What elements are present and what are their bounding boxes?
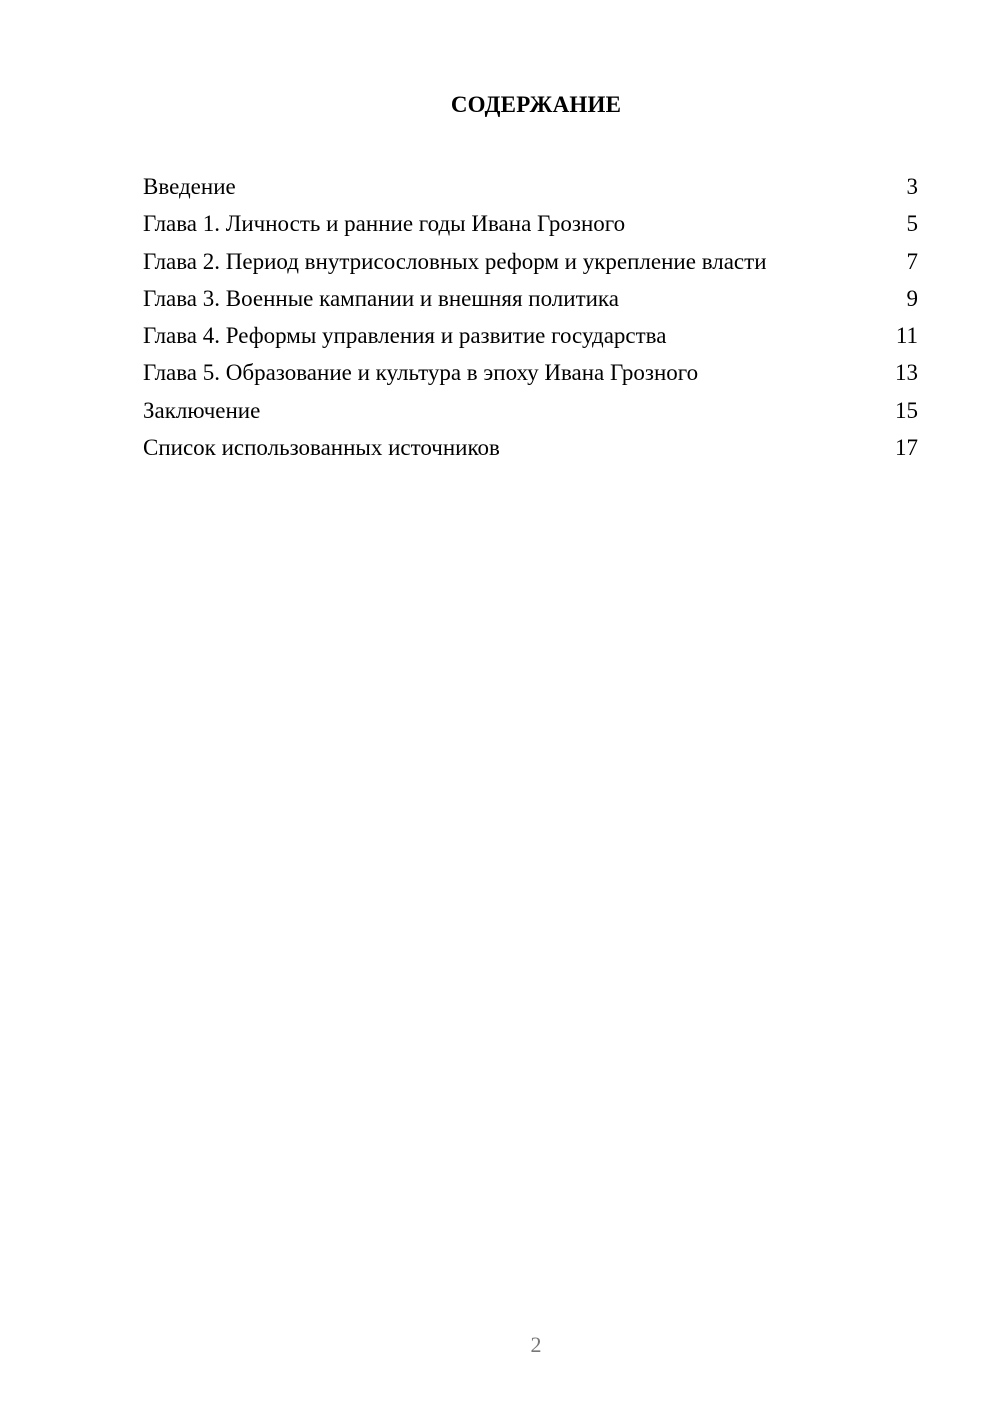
toc-item-page: 11 [895,323,918,349]
toc-item-chapter-2[interactable] [143,243,918,280]
toc-item-label: Глава 3. Военные кампании и внешняя политика [143,285,619,311]
toc-item-conclusion[interactable] [143,392,918,429]
toc-item-chapter-4[interactable] [143,317,918,354]
toc-item-page: 5 [906,211,918,237]
toc-item-chapter-3[interactable] [143,280,918,317]
toc-item-references[interactable] [143,429,918,466]
toc-item-label: Заключение [143,397,261,423]
table-of-contents [143,168,918,466]
toc-item-label: Глава 2. Период внутрисословных реформ и укрепление власти [143,248,767,274]
toc-item-page: 13 [895,360,918,386]
toc-item-label: Глава 4. Реформы управления и развитие государства [143,323,667,349]
page-number: 2 [530,1332,542,1357]
toc-item-introduction[interactable] [143,168,918,205]
toc-title: СОДЕРЖАНИЕ [450,92,622,117]
toc-item-page: 15 [895,397,918,423]
toc-item-label: Глава 1. Личность и ранние годы Ивана Грозного [143,211,626,237]
toc-item-page: 7 [906,248,918,274]
toc-item-label: Введение [143,174,236,199]
toc-item-chapter-5[interactable] [143,354,918,391]
toc-item-chapter-1[interactable] [143,205,918,242]
toc-item-page: 9 [906,285,918,311]
toc-item-label: Список использованных источников [143,435,500,461]
toc-item-page: 3 [906,174,918,199]
toc-item-label: Глава 5. Образование и культура в эпоху Ивана Грозного [143,360,699,386]
toc-item-page: 17 [895,435,918,461]
